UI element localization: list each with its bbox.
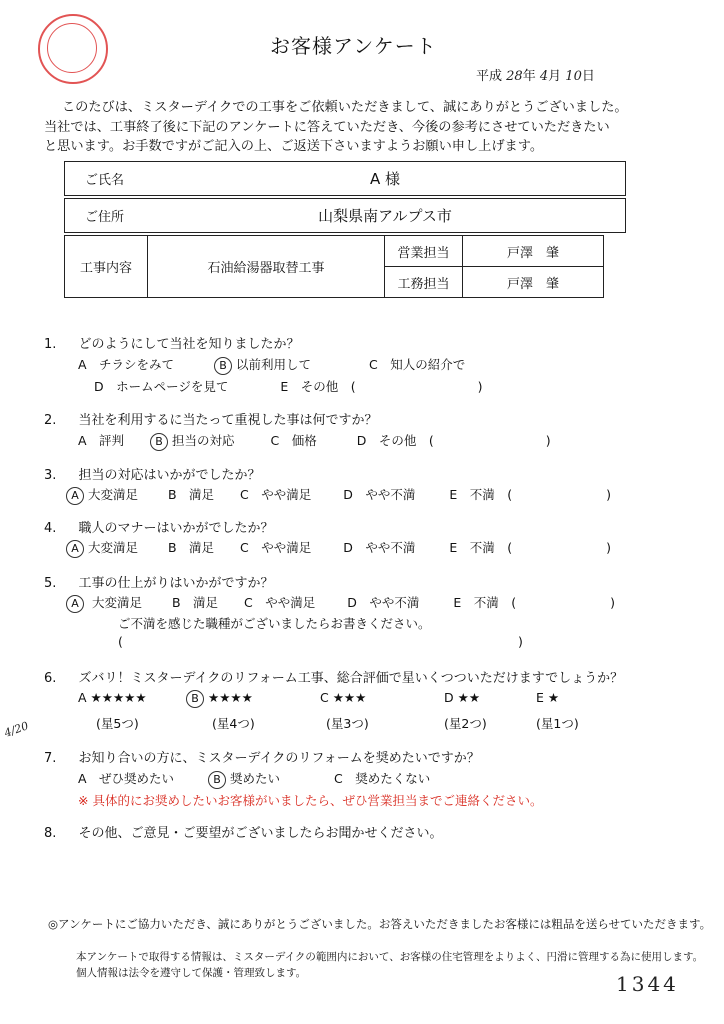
work-value: 石油給湯器取替工事 (148, 236, 385, 298)
option-circled[interactable]: B (208, 771, 226, 789)
name-label: ご氏名 (65, 162, 146, 196)
serial-number: 1344 (616, 972, 679, 996)
star-icon: ★★★ (332, 690, 367, 705)
address-table (64, 198, 626, 233)
paren-close: ) (606, 540, 612, 555)
question-3 (44, 464, 261, 483)
q1-options-row-1 (78, 355, 465, 375)
option[interactable]: C やや満足 (240, 540, 312, 555)
address-label: ご住所 (65, 199, 146, 233)
seal-stamp (38, 14, 108, 84)
rating-letter: D (444, 690, 454, 705)
engineering-value: 戸澤 肇 (463, 267, 604, 298)
question-2 (44, 409, 378, 428)
rating-label: (星5つ) (96, 716, 139, 731)
option[interactable]: E その他 ( (280, 379, 356, 394)
question-8 (44, 822, 443, 841)
engineering-label: 工務担当 (385, 267, 463, 298)
intro-line-2: 当社では、工事終了後に下記のアンケートに答えていただき、今後の参考にさせていただきたい (44, 120, 610, 135)
question-number: 7. (44, 751, 57, 766)
question-number: 4. (44, 521, 57, 536)
intro-line-3: と思います。お手数ですがご記入の上、ご返送下さいますようお願い申し上げます。 (44, 139, 544, 154)
question-text: ズバリ！ミスターデイクのリフォーム工事、総合評価で星いくつついただけますでしょうか？ (78, 671, 624, 686)
q5-sub-question: ご不満を感じた職種がございましたらお書きください。 (118, 616, 431, 631)
option[interactable]: A ぜひ奨めたい (78, 771, 175, 786)
footer-privacy-1: 本アンケートで取得する情報は、ミスターデイクの範囲内において、お客様の住宅管理をよりよく、円滑に管理する為に使用します。 (76, 951, 704, 963)
question-5 (44, 572, 274, 591)
rating-d[interactable] (444, 690, 480, 705)
question-7 (44, 747, 480, 766)
rating-a[interactable] (78, 690, 147, 705)
rating-b[interactable] (186, 690, 253, 708)
q7-note: ※ 具体的にお奨めしたいお客様がいましたら、ぜひ営業担当までご連絡ください。 (78, 793, 543, 808)
date-field (476, 65, 595, 84)
option-label: 大変満足 (87, 540, 138, 555)
page-title: お客様アンケート (270, 34, 437, 58)
rating-e[interactable] (536, 690, 559, 705)
date-month: 4 (539, 69, 549, 84)
q5-sub-open: ( (118, 634, 123, 649)
q5-options (66, 593, 615, 613)
option[interactable]: D やや不満 (347, 595, 420, 610)
paren-close: ) (477, 379, 483, 394)
star-icon: ★★ (457, 690, 481, 705)
option[interactable]: B 満足 (171, 595, 219, 610)
date-day-suffix: 日 (581, 69, 595, 84)
option-circled[interactable]: B (214, 357, 232, 375)
q1-options-row-2 (94, 377, 483, 395)
q2-options (78, 431, 551, 451)
option[interactable]: A 評判 (78, 433, 125, 448)
option-label: 奨めたい (230, 771, 281, 786)
footer-privacy-2: 個人情報は法令を遵守して保護・管理致します。 (76, 967, 307, 979)
star-icon: ★★★★★ (90, 690, 147, 705)
question-text: 職人のマナーはいかがでしたか？ (78, 521, 274, 536)
question-number: 1. (44, 337, 57, 352)
rating-label: (星4つ) (212, 716, 255, 731)
question-4 (44, 517, 274, 536)
option[interactable]: C 価格 (270, 433, 317, 448)
option[interactable]: D その他 ( (356, 433, 434, 448)
question-number: 2. (44, 413, 57, 428)
option[interactable]: B 満足 (167, 487, 215, 502)
option-circled[interactable]: A (66, 595, 84, 613)
name-value: A 様 (145, 162, 626, 196)
q4-options (66, 538, 611, 558)
option[interactable]: A チラシをみて (78, 357, 175, 372)
work-label: 工事内容 (65, 236, 148, 298)
question-number: 6. (44, 671, 57, 686)
question-number: 3. (44, 468, 57, 483)
option[interactable]: E 不満 ( (449, 487, 513, 502)
question-6 (44, 667, 623, 686)
question-text: 当社を利用するに当たって重視した事は何ですか？ (78, 413, 378, 428)
rating-letter: A (78, 690, 87, 705)
option-circled[interactable]: A (66, 487, 84, 505)
option[interactable]: D やや不満 (343, 487, 416, 502)
star-icon: ★★★★ (207, 690, 253, 705)
sales-value: 戸澤 肇 (463, 236, 604, 267)
option[interactable]: E 不満 ( (453, 595, 517, 610)
sales-label: 営業担当 (385, 236, 463, 267)
option[interactable]: B 満足 (167, 540, 215, 555)
rating-label: (星1つ) (536, 716, 579, 731)
question-text: お知り合いの方に、ミスターデイクのリフォームを奨めたいですか？ (78, 751, 480, 766)
option[interactable]: C 知人の紹介で (369, 357, 466, 372)
address-value: 山梨県南アルプス市 (145, 199, 626, 233)
date-month-suffix: 月 (548, 69, 562, 84)
option-label: 以前利用して (236, 357, 312, 372)
question-number: 8. (44, 826, 57, 841)
rating-letter: C (320, 690, 329, 705)
question-1 (44, 333, 300, 352)
margin-note: 4/20 (2, 719, 31, 740)
q7-options (78, 769, 430, 789)
question-text: その他、ご意見・ご要望がございましたらお聞かせください。 (78, 826, 443, 841)
star-icon: ★ (547, 690, 560, 705)
option-label: 担当の対応 (172, 433, 235, 448)
q3-options (66, 485, 611, 505)
option-circled[interactable]: B (150, 433, 168, 451)
rating-label: (星3つ) (326, 716, 369, 731)
date-era: 平成 (476, 69, 503, 84)
paren-close: ) (610, 595, 616, 610)
paren-close: ) (606, 487, 612, 502)
date-year-suffix: 年 (522, 69, 536, 84)
question-text: 工事の仕上がりはいかがですか？ (78, 576, 274, 591)
work-table (64, 235, 604, 298)
option[interactable]: C やや満足 (244, 595, 316, 610)
option[interactable]: C やや満足 (240, 487, 312, 502)
rating-letter: E (536, 690, 544, 705)
date-day: 10 (565, 69, 582, 84)
paren-close: ) (545, 433, 551, 448)
customer-info-table (64, 161, 626, 196)
option-label: 大変満足 (91, 595, 142, 610)
question-number: 5. (44, 576, 57, 591)
footer-thanks: ◎アンケートにご協力いただき、誠にありがとうございました。お答えいただきましたお客様には粗品を送らせていただきます。 (48, 917, 712, 931)
option[interactable]: E 不満 ( (449, 540, 513, 555)
q5-sub-close: ) (518, 634, 523, 649)
option-label: 大変満足 (87, 487, 138, 502)
question-text: どのようにして当社を知りましたか？ (78, 337, 300, 352)
question-text: 担当の対応はいかがでしたか？ (78, 468, 261, 483)
option[interactable]: D やや不満 (343, 540, 416, 555)
date-year: 28 (506, 69, 523, 84)
rating-c[interactable] (320, 690, 366, 705)
rating-letter-circled: B (186, 690, 204, 708)
option[interactable]: D ホームページを見て (94, 379, 229, 394)
option-circled[interactable]: A (66, 540, 84, 558)
intro-line-1: このたびは、ミスターデイクでの工事をご依頼いただきまして、誠にありがとうございました。 (62, 100, 628, 115)
option[interactable]: C 奨めたくない (334, 771, 431, 786)
rating-label: (星2つ) (444, 716, 487, 731)
